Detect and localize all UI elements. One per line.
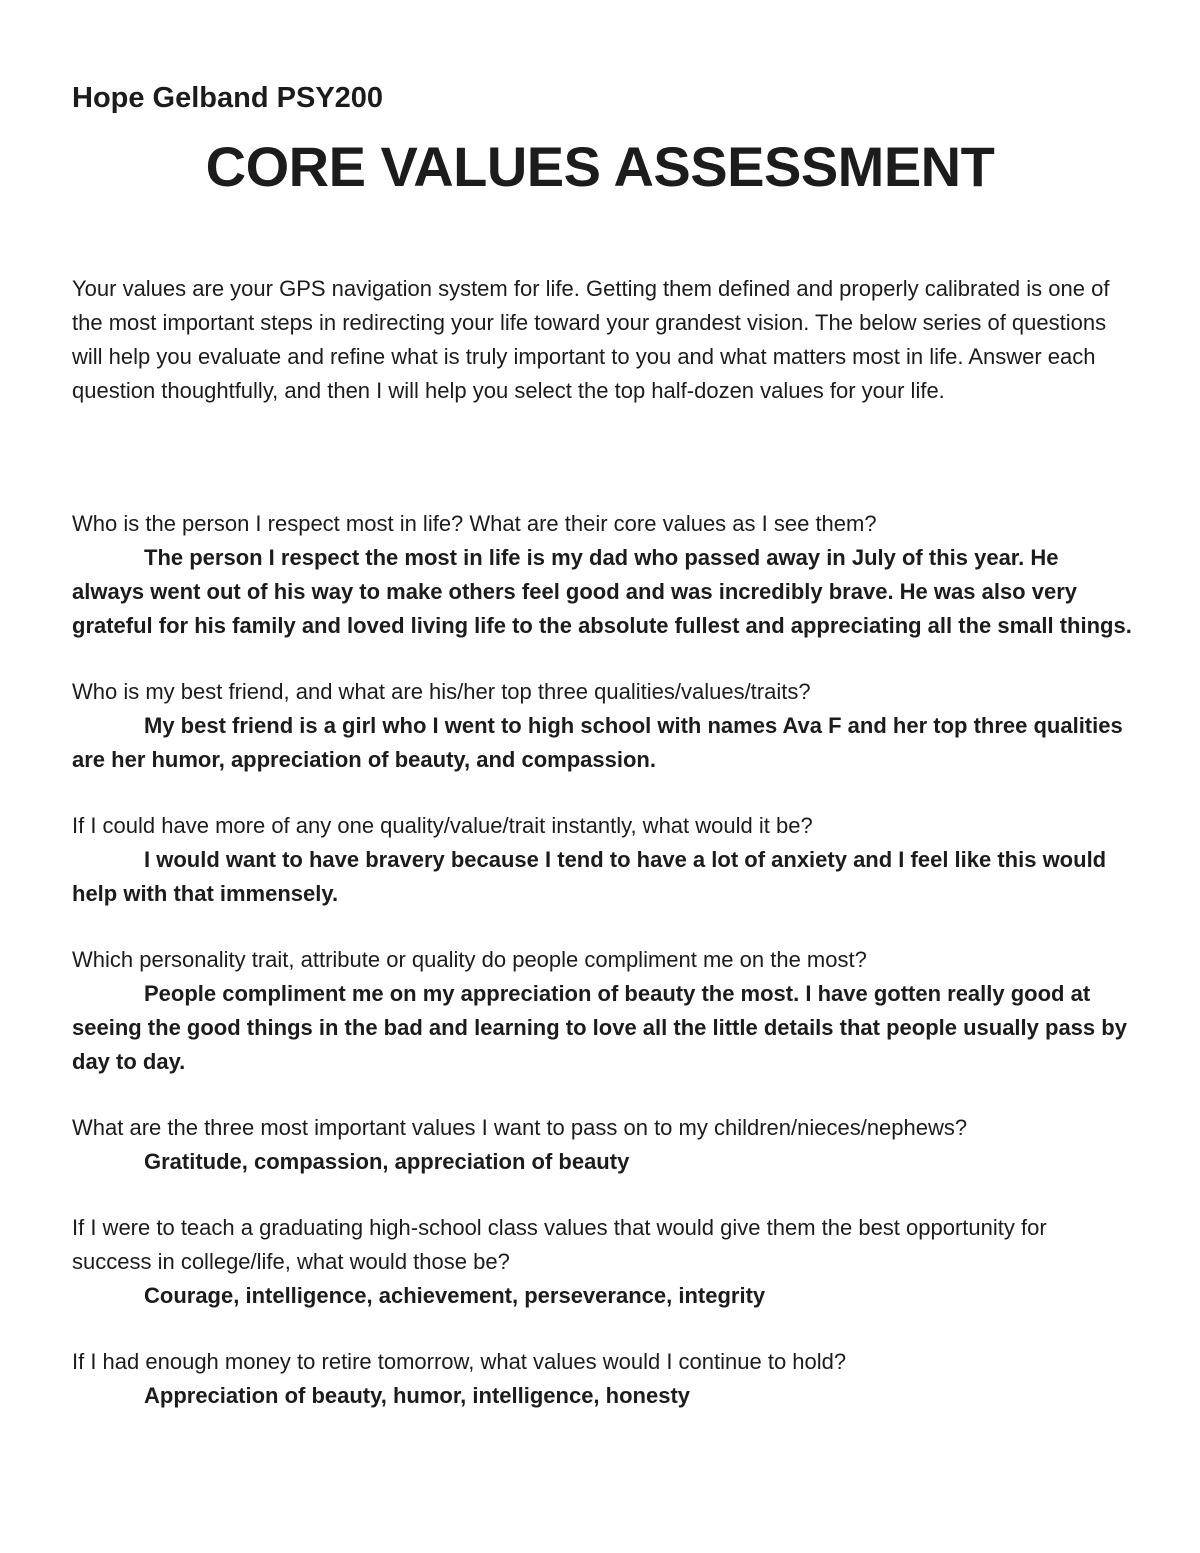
question-text: Which personality trait, attribute or quality do people compliment me on the most? xyxy=(72,947,867,972)
question-text: Who is the person I respect most in life? What are their core values as I see them? xyxy=(72,511,877,536)
answer-text: Appreciation of beauty, humor, intelligence, honesty xyxy=(144,1383,691,1408)
question-text: What are the three most important values I want to pass on to my children/nieces/nephews? xyxy=(72,1115,968,1140)
author-course-line: Hope Gelband PSY200 xyxy=(72,82,384,114)
qa-item xyxy=(72,943,1132,1079)
question-text: If I could have more of any one quality/value/trait instantly, what would it be? xyxy=(72,813,813,838)
answer-text: Courage, intelligence, achievement, perseverance, integrity xyxy=(144,1283,766,1308)
answer-text: Gratitude, compassion, appreciation of beauty xyxy=(144,1149,630,1174)
qa-item xyxy=(72,809,1132,911)
question-text: Who is my best friend, and what are his/her top three qualities/values/traits? xyxy=(72,679,811,704)
qa-item xyxy=(72,675,1132,777)
intro-paragraph: Your values are your GPS navigation system for life. Getting them defined and properly calibrated is one of the most important steps in redirecting your life toward your grandest vision. The below series of questions will help you evaluate and refine what is truly important to you and what matters most in life. Answer each question thoughtfully, and then I will help you select the top half-dozen values for your life. xyxy=(72,276,1110,403)
answer-text: My best friend is a girl who I went to high school with names Ava F and her top three qualities are her humor, appreciation of beauty, and compassion. xyxy=(72,713,1123,772)
qa-item xyxy=(72,1345,1132,1413)
qa-item xyxy=(72,1111,1132,1179)
qa-item xyxy=(72,1211,1132,1313)
answer-text: I would want to have bravery because I tend to have a lot of anxiety and I feel like this would help with that immensely. xyxy=(72,847,1107,906)
answer-text: The person I respect the most in life is my dad who passed away in July of this year. He always went out of his way to make others feel good and was incredibly brave. He was also very grateful for his family and loved living life to the absolute fullest and appreciating all the small things. xyxy=(72,545,1132,638)
qa-item xyxy=(72,507,1132,643)
page-title: CORE VALUES ASSESSMENT xyxy=(205,135,995,198)
question-text: If I had enough money to retire tomorrow, what values would I continue to hold? xyxy=(72,1349,847,1374)
qa-list xyxy=(72,507,1132,1445)
question-text: If I were to teach a graduating high-school class values that would give them the best opportunity for success in college/life, what would those be? xyxy=(72,1215,1047,1274)
answer-text: People compliment me on my appreciation of beauty the most. I have gotten really good at seeing the good things in the bad and learning to love all the little details that people usually pass by day to day. xyxy=(72,981,1127,1074)
